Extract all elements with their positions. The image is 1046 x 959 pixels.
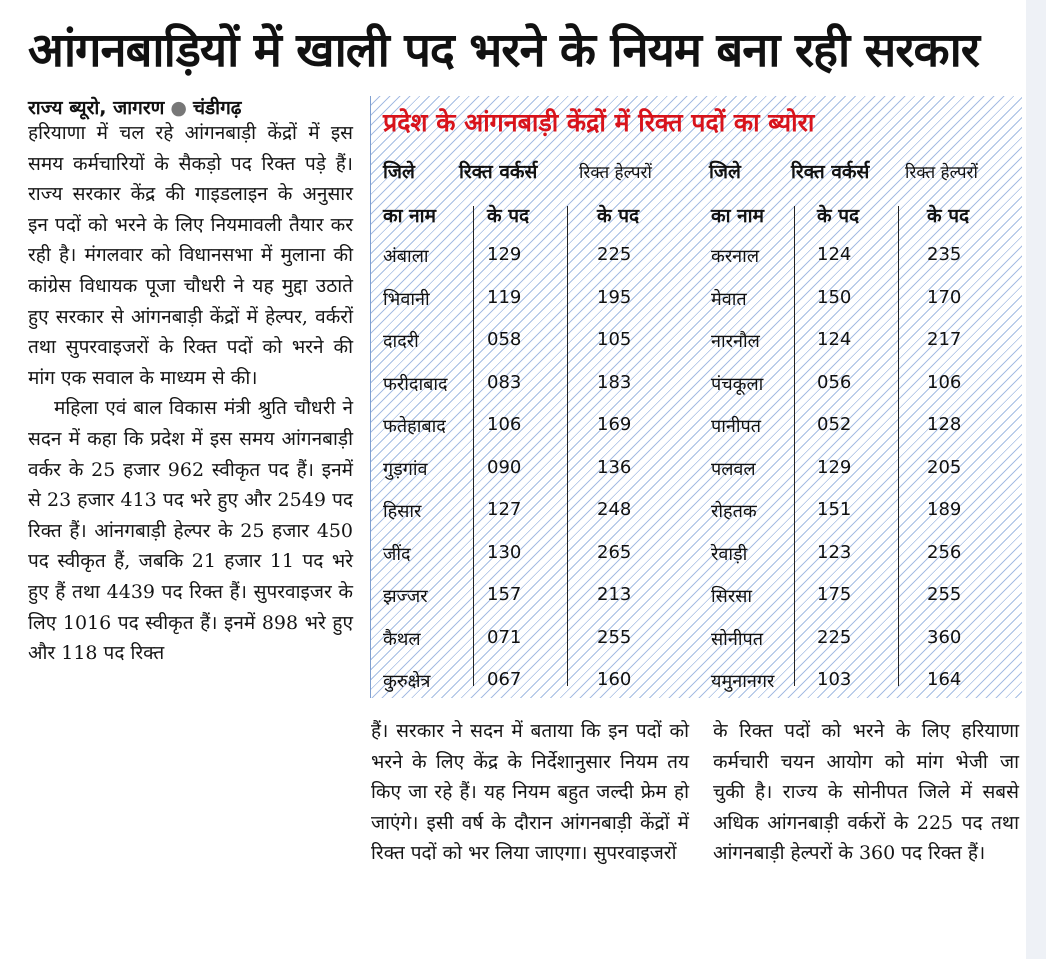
column-divider [567,206,568,686]
table-cell-district: पंचकूला [711,373,764,395]
table-cell-district: नारनौल [711,331,760,352]
table-cell-district: जींद [383,543,411,565]
header-workers-left: रिक्त वर्कर्स [459,161,538,183]
table-cell-district: भिवानी [383,288,430,310]
header-helpers-posts-right: के पद [927,205,970,227]
table-cell-workers: 058 [487,329,522,350]
byline-bureau: राज्य ब्यूरो, जागरण [28,97,165,119]
table-cell-district: झज्जर [383,586,428,607]
table-cell-helpers: 164 [927,669,962,690]
table-cell-district: यमुनानगर [711,671,775,692]
table-cell-workers: 130 [487,541,522,563]
article-paragraph-1: हरियाणा में चल रहे आंगनबाड़ी केंद्रों में इस समय कर्मचारियों के सैकड़ो पद रिक्त पड़े हैं। राज्य सरकार केंद्र की गाइडलाइन के अनुसार इन पदों को भरने के लिए नियमावली तैयार कर रही है। मंगलवार को विधानसभा में मुलाना की कांग्रेस विधायक पूजा चौधरी ने यह मुद्दा उठाते हुए सरकार से आंगनबाड़ी केंद्रों में हेल्पर, वर्करों तथा सुपरवाइजरों के रिक्त पदों को भरने की मांग एक सवाल के माध्यम से की। [28,122,353,389]
table-cell-district: रोहतक [711,501,757,522]
header-helpers-right: रिक्त हेल्परों [905,163,978,183]
header-district-name-left: का नाम [383,205,436,227]
table-cell-district: पानीपत [711,416,762,437]
table-cell-workers: 129 [487,244,522,265]
table-cell-district: रेवाड़ी [711,543,748,565]
table-cell-workers: 123 [817,541,852,563]
byline-place: चंडीगढ़ [192,97,242,119]
table-cell-helpers: 170 [927,286,962,308]
header-helpers-posts-left: के पद [597,205,640,227]
table-cell-workers: 071 [487,626,522,648]
table-cell-helpers: 136 [597,456,632,478]
table-cell-helpers: 213 [597,584,632,605]
table-cell-helpers: 256 [927,541,962,563]
table-cell-workers: 124 [817,329,852,350]
table-cell-helpers: 128 [927,414,962,435]
page-side-strip [1026,0,1046,959]
table-cell-district: कुरुक्षेत्र [383,671,431,692]
table-cell-district: पलवल [711,458,756,480]
header-workers-posts-left: के पद [487,205,530,227]
table-cell-workers: 150 [817,286,852,308]
table-cell-workers: 225 [817,626,852,648]
header-district-left: जिले [383,161,415,183]
table-cell-district: अंबाला [383,246,429,267]
table-cell-workers: 083 [487,371,522,393]
table-cell-helpers: 195 [597,286,632,308]
article-column-1 [28,118,353,669]
table-cell-helpers: 255 [927,584,962,605]
table-cell-district: हिसार [383,501,422,522]
column-divider [794,206,795,686]
header-helpers-left: रिक्त हेल्परों [579,163,652,183]
table-cell-helpers: 225 [597,244,632,265]
table-cell-helpers: 217 [927,329,962,350]
table-cell-workers: 151 [817,499,852,520]
table-cell-workers: 103 [817,669,852,690]
table-cell-workers: 157 [487,584,522,605]
table-cell-workers: 090 [487,456,522,478]
article-column-2: हैं। सरकार ने सदन में बताया कि इन पदों को भरने के लिए केंद्र के निर्देशानुसार नियम तय किए जा रहे हैं। यह नियम बहुत जल्दी फ्रेम हो जाएंगे। इसी वर्ष के दौरान आंगनबाड़ी केंद्रों में रिक्त पदों को भर लिया जाएगा। सुपरवाइजरों [371,720,689,865]
table-cell-workers: 127 [487,499,522,520]
header-workers-posts-right: के पद [817,205,860,227]
bullet-icon: ● [170,97,187,119]
table-cell-district: फरीदाबाद [383,373,448,395]
table-cell-district: मेवात [711,288,747,310]
article-paragraph-2: महिला एवं बाल विकास मंत्री श्रुति चौधरी ने सदन में कहा कि प्रदेश में इस समय आंगनबाड़ी वर्कर के 25 हजार 962 स्वीकृत पद हैं। इनमें से 23 हजार 413 पद भरे हुए और 2549 पद रिक्त हैं। आंनगबाड़ी हेल्पर के 25 हजार 450 पद स्वीकृत हैं, जबकि 21 हजार 11 पद भरे हुए हैं तथा 4439 पद रिक्त हैं। सुपरवाइजर के लिए 1016 पद स्वीकृत हैं। इनमें 898 भरे हुए और 118 पद रिक्त [28,397,353,665]
header-district-name-right: का नाम [711,205,764,227]
table-cell-district: सोनीपत [711,628,763,650]
table-cell-workers: 067 [487,669,522,690]
table-cell-helpers: 160 [597,669,632,690]
table-cell-helpers: 205 [927,456,962,478]
vacancy-table-box [370,96,1022,698]
table-cell-helpers: 189 [927,499,962,520]
header-workers-right: रिक्त वर्कर्स [791,161,870,183]
table-cell-workers: 052 [817,414,852,435]
table-cell-workers: 129 [817,456,852,478]
table-cell-workers: 056 [817,371,852,393]
table-cell-district: कैथल [383,628,421,650]
byline [28,96,353,120]
table-cell-district: गुड़गांव [383,458,428,480]
table-cell-workers: 175 [817,584,852,605]
table-cell-workers: 106 [487,414,522,435]
column-divider [473,206,474,686]
table-cell-helpers: 235 [927,244,962,265]
table-cell-helpers: 183 [597,371,632,393]
headline: आंगनबाड़ियों में खाली पद भरने के नियम बना रही सरकार [28,23,980,78]
table-cell-helpers: 255 [597,626,632,648]
table-cell-helpers: 169 [597,414,632,435]
table-cell-helpers: 248 [597,499,632,520]
table-cell-workers: 119 [487,286,522,308]
table-cell-helpers: 105 [597,329,632,350]
table-cell-helpers: 360 [927,626,962,648]
table-title: प्रदेश के आंगनबाड़ी केंद्रों में रिक्त पदों का ब्योरा [383,108,815,137]
column-divider [898,206,899,686]
article-column-3: के रिक्त पदों को भरने के लिए हरियाणा कर्मचारी चयन आयोग को मांग भेजी जा चुकी है। राज्य के सोनीपत जिले में सबसे अधिक आंगनबाड़ी वर्करों के 225 पद तथा आंगनबाड़ी हेल्परों के 360 पद रिक्त हैं। [713,720,1019,865]
table-cell-helpers: 106 [927,371,962,393]
header-district-right: जिले [709,161,741,183]
table-cell-district: सिरसा [711,586,753,607]
table-cell-district: करनाल [711,246,760,267]
table-cell-workers: 124 [817,244,852,265]
table-cell-helpers: 265 [597,541,632,563]
table-cell-district: दादरी [383,331,419,352]
table-cell-district: फतेहाबाद [383,416,446,437]
